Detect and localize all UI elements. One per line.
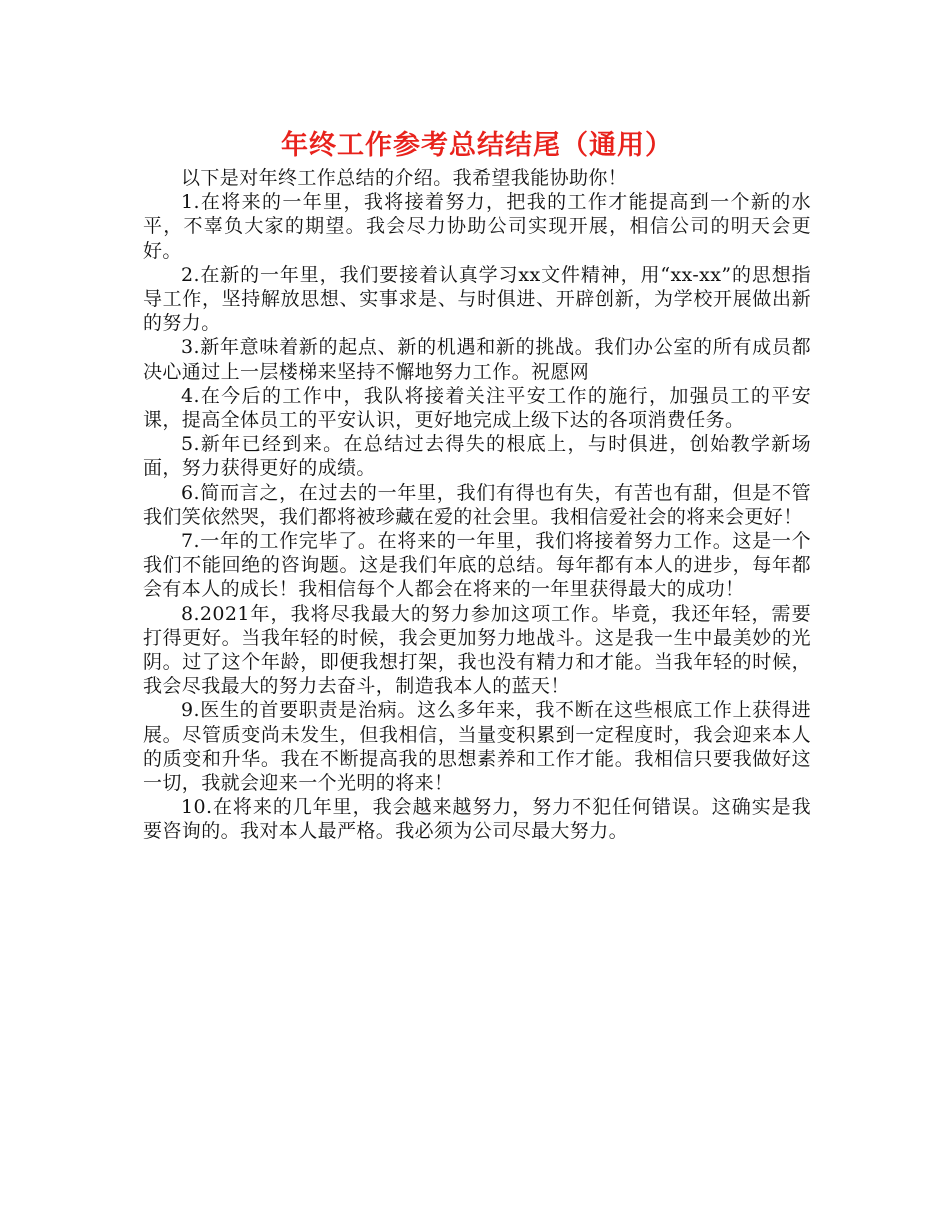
paragraph-1: 1.在将来的一年里，我将接着努力，把我的工作才能提高到一个新的水平，不辜负大家的期望。我会尽力协助公司实现开展，相信公司的明天会更好。 [143,191,811,262]
paragraph-7: 7.一年的工作完毕了。在将来的一年里，我们将接着努力工作。这是一个我们不能回绝的咨询题。这是我们年底的总结。每年都有本人的进步，每年都会有本人的成长！我相信每个人都会在将来的一年里获得最大的成功！ [143,530,811,601]
paragraph-5: 5.新年已经到来。在总结过去得失的根底上，与时俱进，创始教学新场面，努力获得更好的成绩。 [143,433,811,480]
document-page [143,126,811,844]
paragraph-3: 3.新年意味着新的起点、新的机遇和新的挑战。我们办公室的所有成员都决心通过上一层楼梯来坚持不懈地努力工作。祝愿网 [143,336,811,383]
document-title: 年终工作参考总结结尾（通用） [281,130,673,161]
paragraph-6: 6.简而言之，在过去的一年里，我们有得也有失，有苦也有甜，但是不管我们笑依然哭，我们都将被珍藏在爱的社会里。我相信爱社会的将来会更好！ [143,481,811,528]
paragraph-2: 2.在新的一年里，我们要接着认真学习xx文件精神，用“xx-xx”的思想指导工作，坚持解放思想、实事求是、与时俱进、开辟创新，为学校开展做出新的努力。 [143,263,811,335]
document-body [143,166,811,844]
paragraph-10: 10.在将来的几年里，我会越来越努力，努力不犯任何错误。这确实是我要咨询的。我对本人最严格。我必须为公司尽最大努力。 [143,796,811,843]
paragraph-4: 4.在今后的工作中，我队将接着关注平安工作的施行，加强员工的平安课，提高全体员工的平安认识，更好地完成上级下达的各项消费任务。 [143,384,811,432]
intro-paragraph: 以下是对年终工作总结的介绍。我希望我能协助你！ [181,167,628,189]
paragraph-8: 8.2021年，我将尽我最大的努力参加这项工作。毕竟，我还年轻，需要打得更好。当我年轻的时候，我会更加努力地战斗。这是我一生中最美妙的光阴。过了这个年龄，即便我想打架，我也没有精力和才能。当我年轻的时候，我会尽我最大的努力去奋斗，制造我本人的蓝天！ [143,602,811,698]
paragraph-9: 9.医生的首要职责是治病。这么多年来，我不断在这些根底工作上获得进展。尽管质变尚未发生，但我相信，当量变积累到一定程度时，我会迎来本人的质变和升华。我在不断提高我的思想素养和工作才能。我相信只要我做好这一切，我就会迎来一个光明的将来！ [143,699,811,795]
